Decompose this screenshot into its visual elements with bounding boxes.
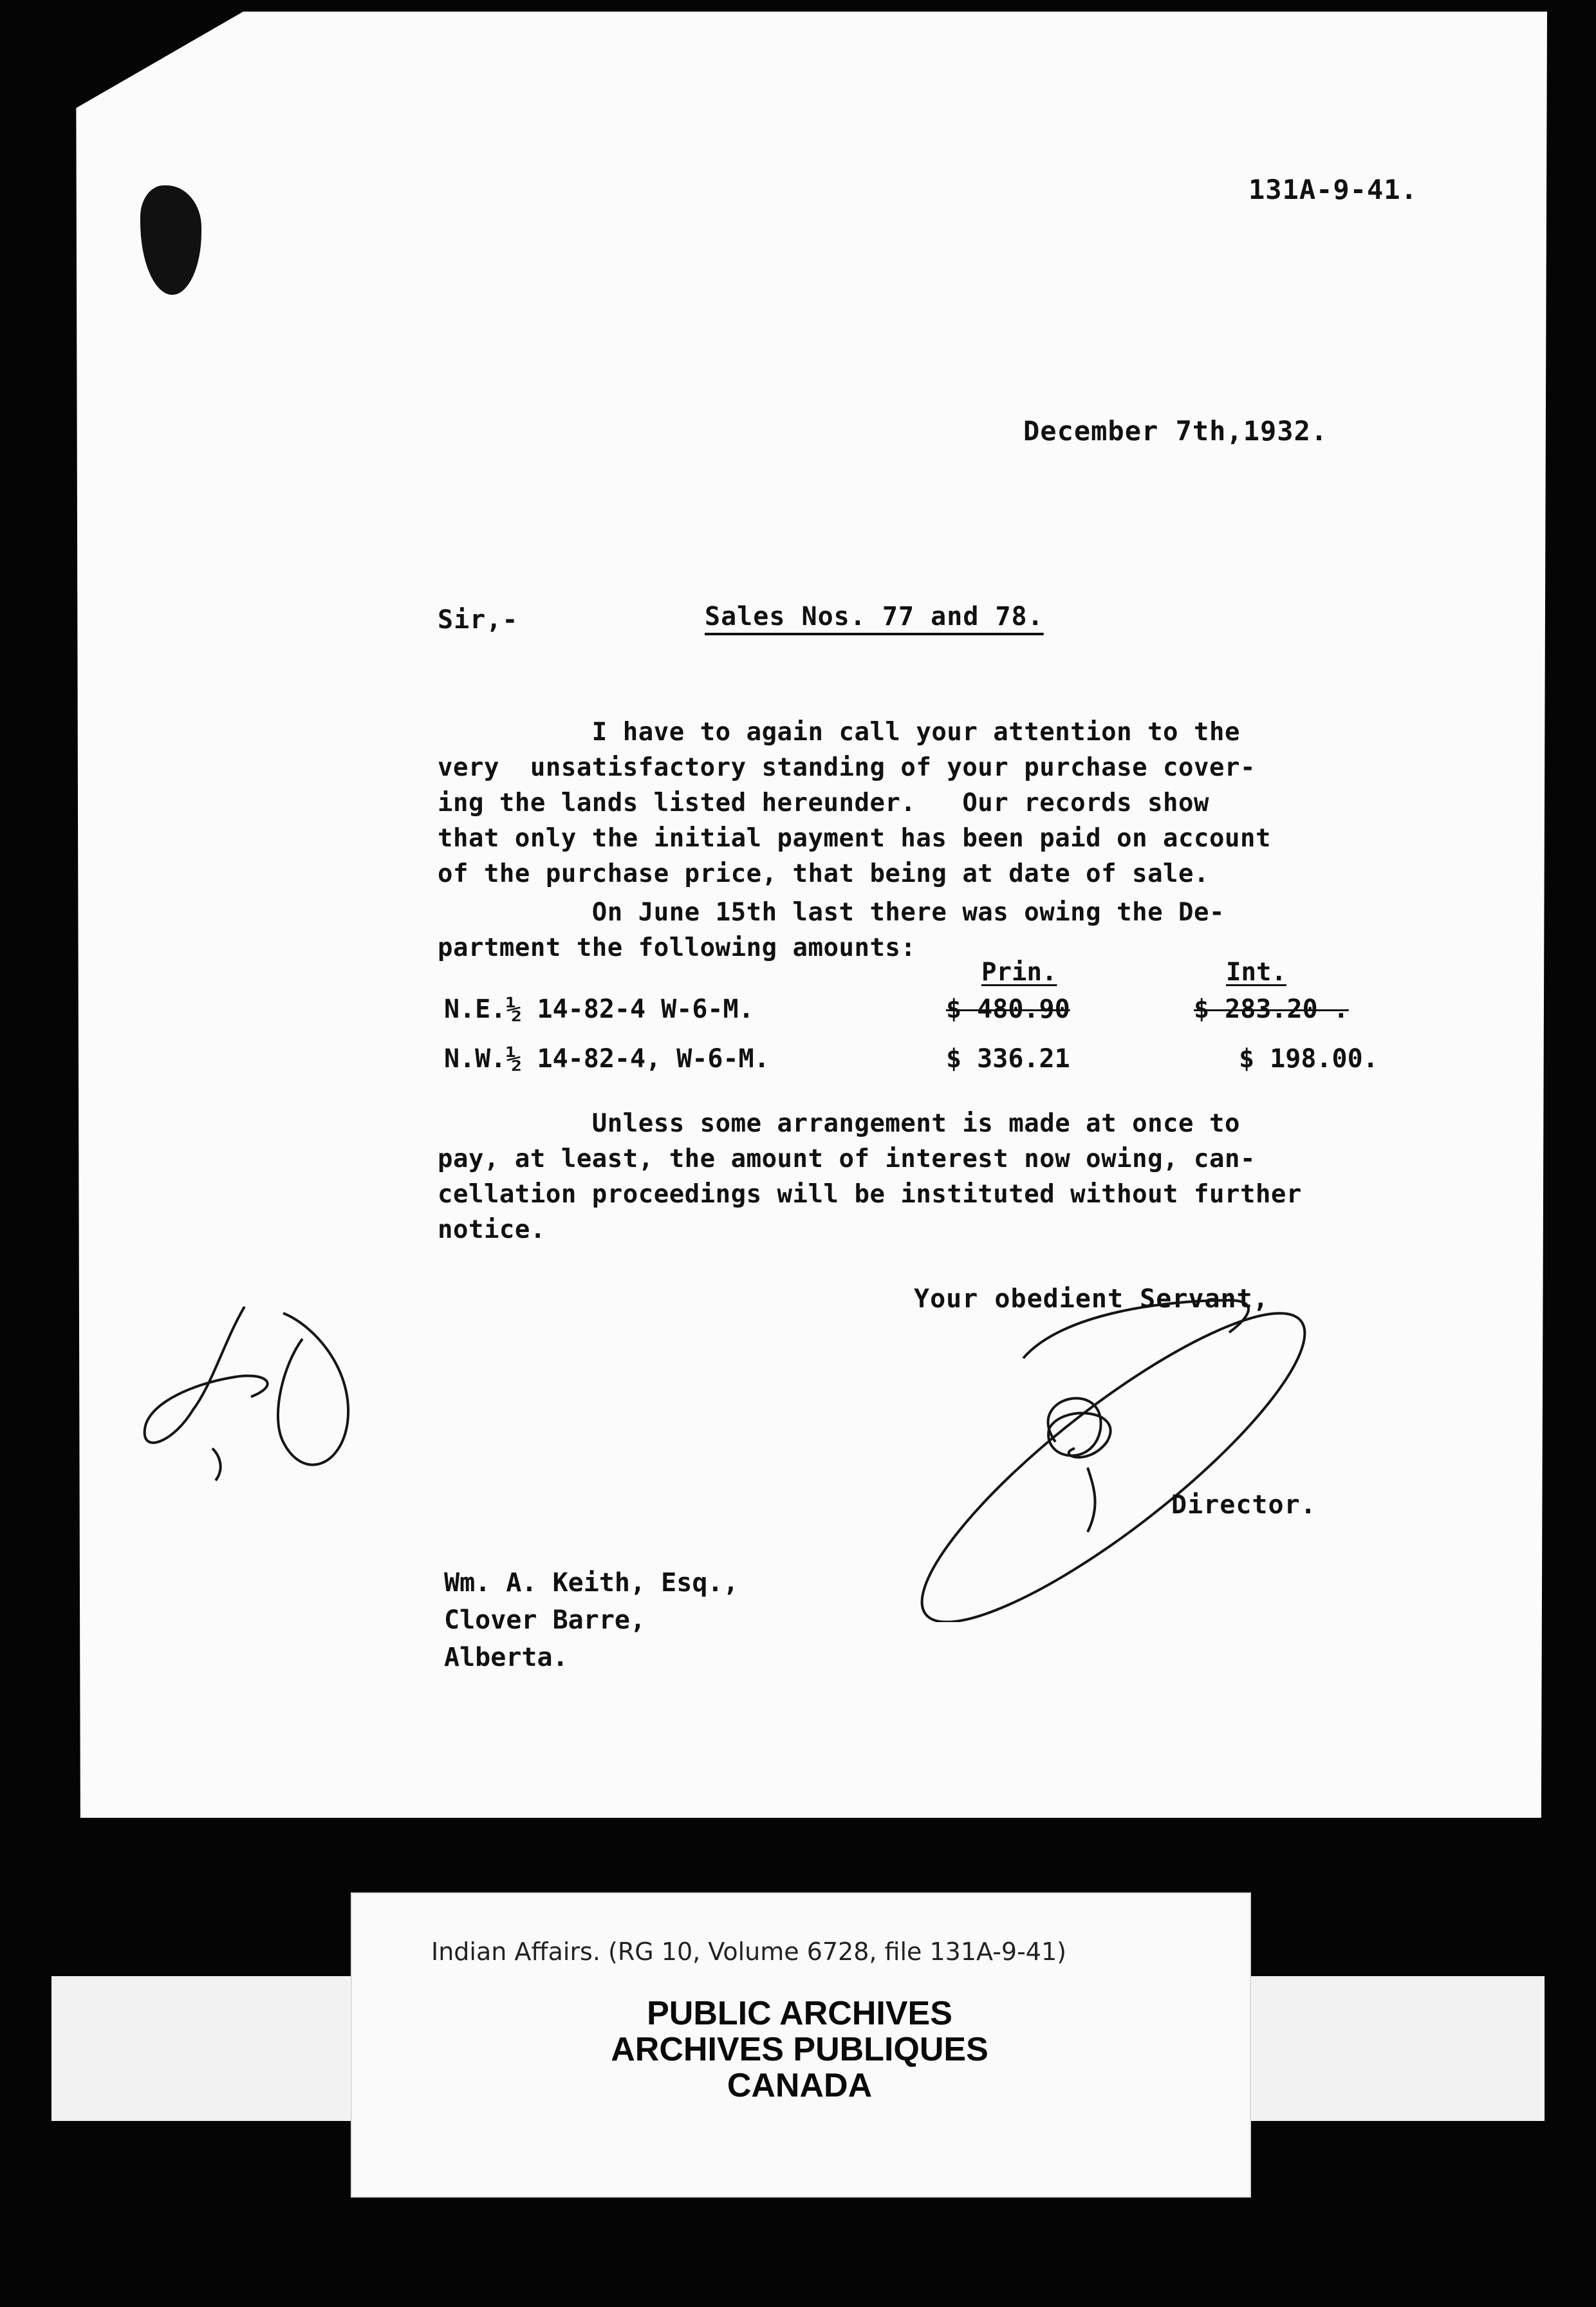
addressee-block (444, 1564, 739, 1676)
file-reference: 131A-9-41. (1248, 174, 1418, 205)
archive-reference: Indian Affairs. (RG 10, Volume 6728, file 131A-9-41) (431, 1938, 1066, 1966)
archive-line-french: ARCHIVES PUBLIQUES (611, 2031, 988, 2068)
principal-value-ne: $ 480.90 (946, 995, 1070, 1024)
addressee-place: Clover Barre, (444, 1605, 646, 1635)
principal-column-header: Prin. (981, 958, 1057, 987)
letter-date: December 7th,1932. (1023, 415, 1328, 447)
land-row-nw: N.W.½ 14-82-4, W-6-M. (444, 1044, 770, 1074)
archive-line-english: PUBLIC ARCHIVES (647, 1995, 952, 2032)
addressee-name: Wm. A. Keith, Esq., (444, 1568, 739, 1598)
body-paragraph-2: On June 15th last there was owing the De- partment the following amounts: (438, 898, 1225, 962)
archive-stamp (351, 1995, 1248, 2104)
subject-line: Sales Nos. 77 and 78. (705, 602, 1044, 631)
interest-value-ne: $ 283.20 . (1194, 995, 1349, 1024)
signatory-title: Director. (1171, 1490, 1317, 1520)
handwritten-initials (135, 1287, 367, 1500)
body-paragraph-3: Unless some arrangement is made at once to pay, at least, the amount of interest now owing, can- cellation proceedings will be instituted without further notice. (438, 1109, 1302, 1244)
closing-line: Your obedient Servant, (914, 1284, 1269, 1314)
addressee-province: Alberta. (444, 1643, 568, 1672)
body-paragraph-1: I have to again call your attention to the very unsatisfactory standing of your purchase cover- ing the lands listed hereunder. Our records show that only the initial payment has been paid on account of the purchase price, that being at date of sale. (438, 718, 1271, 888)
salutation: Sir,- (438, 605, 519, 635)
archive-line-country: CANADA (727, 2067, 873, 2104)
handwritten-signature (895, 1275, 1358, 1622)
interest-column-header: Int. (1226, 958, 1286, 987)
interest-value-nw: $ 198.00. (1239, 1044, 1378, 1074)
principal-value-nw: $ 336.21 (946, 1044, 1070, 1074)
land-row-ne: N.E.½ 14-82-4 W-6-M. (444, 995, 754, 1024)
